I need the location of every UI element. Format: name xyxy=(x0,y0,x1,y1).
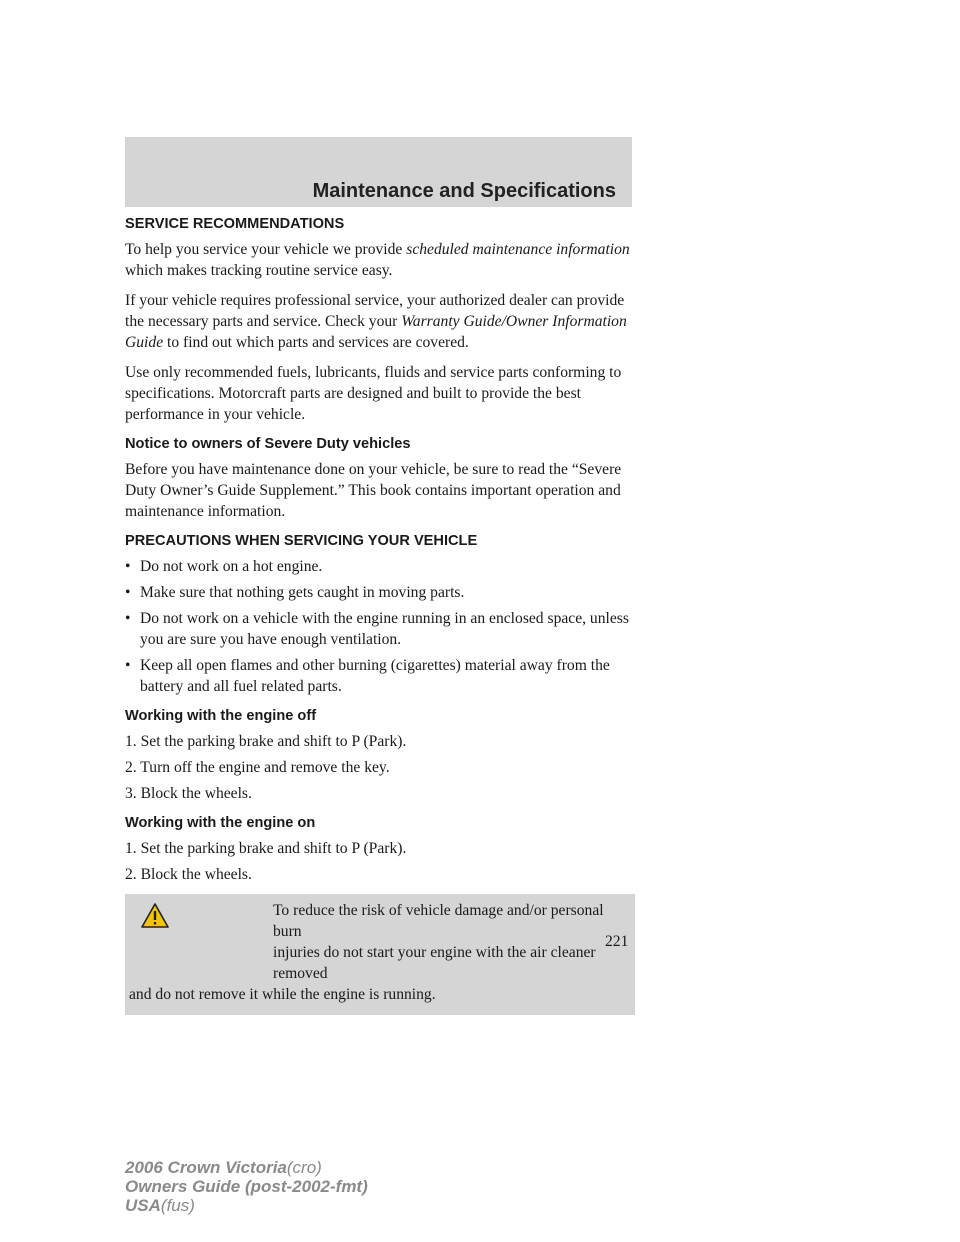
footer-model: 2006 Crown Victoria xyxy=(125,1158,287,1177)
paragraph-service-1: To help you service your vehicle we provide scheduled maintenance information which makes tracking routine service easy. xyxy=(125,241,630,279)
heading-engine-on: Working with the engine on xyxy=(125,815,316,831)
bullet-glyph: • xyxy=(125,584,131,601)
heading-engine-off: Working with the engine off xyxy=(125,708,317,724)
bullet-glyph: • xyxy=(125,558,131,575)
list-item: 2. Block the wheels. xyxy=(125,866,252,883)
bullet-glyph: • xyxy=(125,657,131,674)
engine-on-steps xyxy=(125,838,635,885)
footer-model-code: (cro) xyxy=(286,1158,322,1177)
heading-severe-duty: Notice to owners of Severe Duty vehicles xyxy=(125,436,411,452)
section-title: Maintenance and Specifications xyxy=(312,180,616,202)
warning-line-3: and do not remove it while the engine is running. xyxy=(129,986,436,1003)
precautions-list xyxy=(125,556,635,697)
footer-market: USA xyxy=(125,1196,161,1215)
warning-line-1: To reduce the risk of vehicle damage and/or personal burn xyxy=(273,902,604,940)
list-item: • Do not work on a hot engine. xyxy=(125,558,323,575)
bullet-glyph: • xyxy=(125,610,131,627)
page-content xyxy=(125,214,635,1015)
list-item: • Do not work on a vehicle with the engine running in an enclosed space, unless you are sure you have enough ventilation. xyxy=(125,610,629,648)
engine-off-steps xyxy=(125,731,635,804)
list-item: 2. Turn off the engine and remove the key. xyxy=(125,759,390,776)
warning-line-2: injuries do not start your engine with the air cleaner removed xyxy=(273,944,596,982)
heading-service-recommendations: SERVICE RECOMMENDATIONS xyxy=(125,216,345,232)
paragraph-service-2: If your vehicle requires professional service, your authorized dealer can provide the necessary parts and service. Check your Warranty Guide/Owner Information Guide to find out which parts and services are covered. xyxy=(125,292,627,351)
list-item: • Keep all open flames and other burning (cigarettes) material away from the battery and all fuel related parts. xyxy=(125,657,610,695)
section-header-band xyxy=(125,137,632,207)
list-item: 3. Block the wheels. xyxy=(125,785,252,802)
page-number: 221 xyxy=(605,933,629,950)
footer-market-code: (fus) xyxy=(160,1196,195,1215)
footer-guide: Owners Guide (post-2002-fmt) xyxy=(125,1177,368,1196)
document-footer xyxy=(125,1158,368,1215)
paragraph-severe-duty: Before you have maintenance done on your vehicle, be sure to read the “Severe Duty Owner’s Guide Supplement.” This book contains important operation and maintenance information. xyxy=(125,461,622,520)
paragraph-service-3: Use only recommended fuels, lubricants, fluids and service parts conforming to specifications. Motorcraft parts are designed and built to provide the best performance in your vehicle. xyxy=(125,364,622,423)
heading-precautions: PRECAUTIONS WHEN SERVICING YOUR VEHICLE xyxy=(125,533,478,549)
warning-triangle-icon xyxy=(141,903,169,928)
list-item: • Make sure that nothing gets caught in moving parts. xyxy=(125,584,465,601)
warning-box xyxy=(125,894,635,1015)
list-item: 1. Set the parking brake and shift to P (Park). xyxy=(125,840,407,857)
list-item: 1. Set the parking brake and shift to P (Park). xyxy=(125,733,407,750)
